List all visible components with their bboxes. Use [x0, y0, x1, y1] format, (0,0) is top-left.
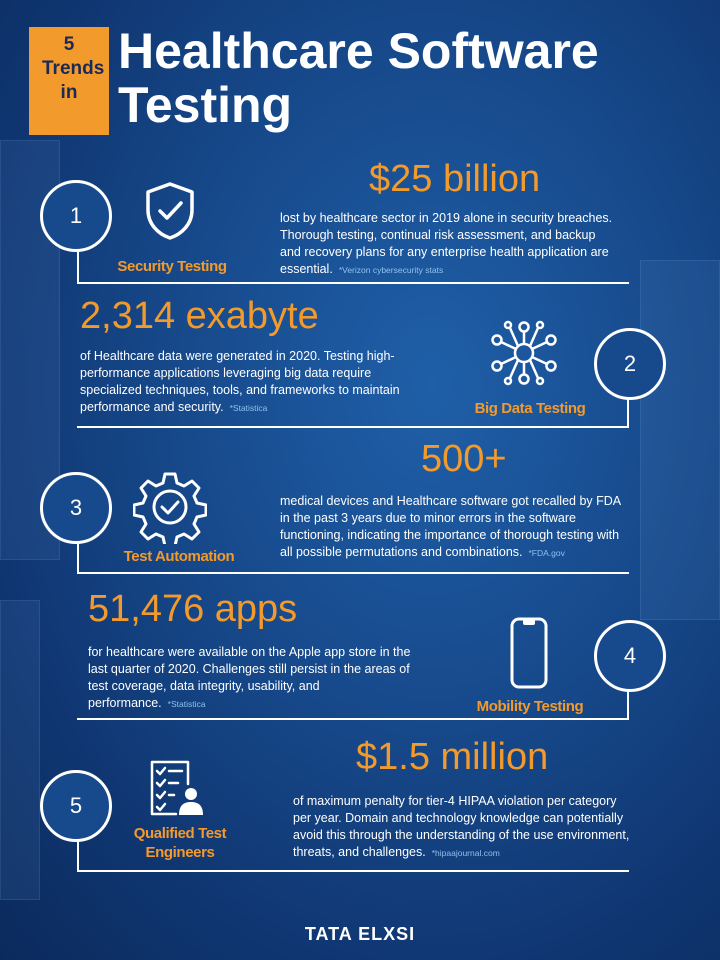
trend-1-source: *Verizon cybersecurity stats	[338, 265, 444, 275]
trend-4-number-circle	[594, 620, 666, 692]
trend-1-description-block	[280, 210, 616, 279]
trend-1-number-circle	[40, 180, 112, 252]
trends-count-tag	[29, 27, 109, 135]
background-panel	[640, 260, 720, 620]
trend-4-source: *Statistica	[167, 699, 206, 709]
trend-3-number-circle	[40, 472, 112, 544]
gear-check-icon	[133, 470, 207, 544]
title-line-2: Testing	[118, 77, 293, 133]
background-panel	[0, 600, 40, 900]
trend-5-number-circle	[40, 770, 112, 842]
network-nodes-icon	[488, 320, 560, 386]
trend-3-source: *FDA.gov	[528, 548, 565, 558]
trend-5-description-block	[293, 793, 633, 862]
trend-4-description: for healthcare were available on the Apple app store in the last quarter of 2020. Challenges still persist in the areas of test coverage, data integrity, usability, and performance.	[88, 645, 411, 710]
trend-2-number: 2	[623, 351, 637, 376]
trend-4-number: 4	[623, 643, 637, 668]
trend-3-label: Test Automation	[123, 548, 235, 565]
trend-4-description-block	[88, 644, 418, 713]
trend-5-source: *hipaajournal.com	[431, 848, 500, 858]
trend-5-description: of maximum penalty for tier-4 HIPAA violation per category per year. Domain and technology knowledge can potentially avoid this through the understanding of the use environment, threats, and challenges.	[293, 794, 630, 859]
trend-5-stat: $1.5 million	[356, 736, 549, 778]
trend-2-label: Big Data Testing	[474, 400, 586, 417]
trend-5-label-line-1: Qualified Test	[133, 825, 227, 842]
tata-elxsi-logo: TATA ELXSI	[304, 924, 416, 944]
trends-count-text: 5 Trends in	[42, 34, 105, 103]
trend-2-number-circle	[594, 328, 666, 400]
trend-5-number: 5	[69, 793, 83, 818]
trend-1-description: lost by healthcare sector in 2019 alone in security breaches. Thorough testing, continual risk assessment, and backup and recovery plans for any enterprise health application are essential.	[280, 211, 613, 276]
trend-3-stat: 500+	[421, 438, 507, 480]
trend-1-label: Security Testing	[117, 258, 227, 275]
trend-3-description-block	[280, 493, 624, 562]
trend-4-stat: 51,476 apps	[88, 588, 298, 630]
trend-3-description: medical devices and Healthcare software got recalled by FDA in the past 3 years due to minor errors in the software functioning, indicating the importance of thorough testing with all possible permutations and combinations.	[280, 494, 621, 559]
trend-1-stat: $25 billion	[369, 158, 541, 200]
trend-4-label: Mobility Testing	[476, 698, 584, 715]
title-line-1: Healthcare Software	[118, 23, 599, 79]
trend-5-label	[116, 824, 244, 862]
trend-3-number: 3	[69, 495, 83, 520]
trend-5-label-line-2: Engineers	[145, 844, 215, 861]
trend-1-number: 1	[69, 203, 83, 228]
trend-2-description: of Healthcare data were generated in 2020. Testing high-performance applications leveraging big data require specialized techniques, tools, and frameworks to maintain performance and security.	[80, 349, 400, 414]
smartphone-icon	[509, 616, 549, 690]
shield-check-icon	[140, 180, 200, 242]
checklist-person-icon	[146, 758, 206, 818]
trend-2-description-block	[80, 348, 428, 417]
trend-2-source: *Statistica	[229, 403, 268, 413]
page-title	[118, 24, 708, 132]
trend-2-stat: 2,314 exabyte	[80, 295, 319, 337]
